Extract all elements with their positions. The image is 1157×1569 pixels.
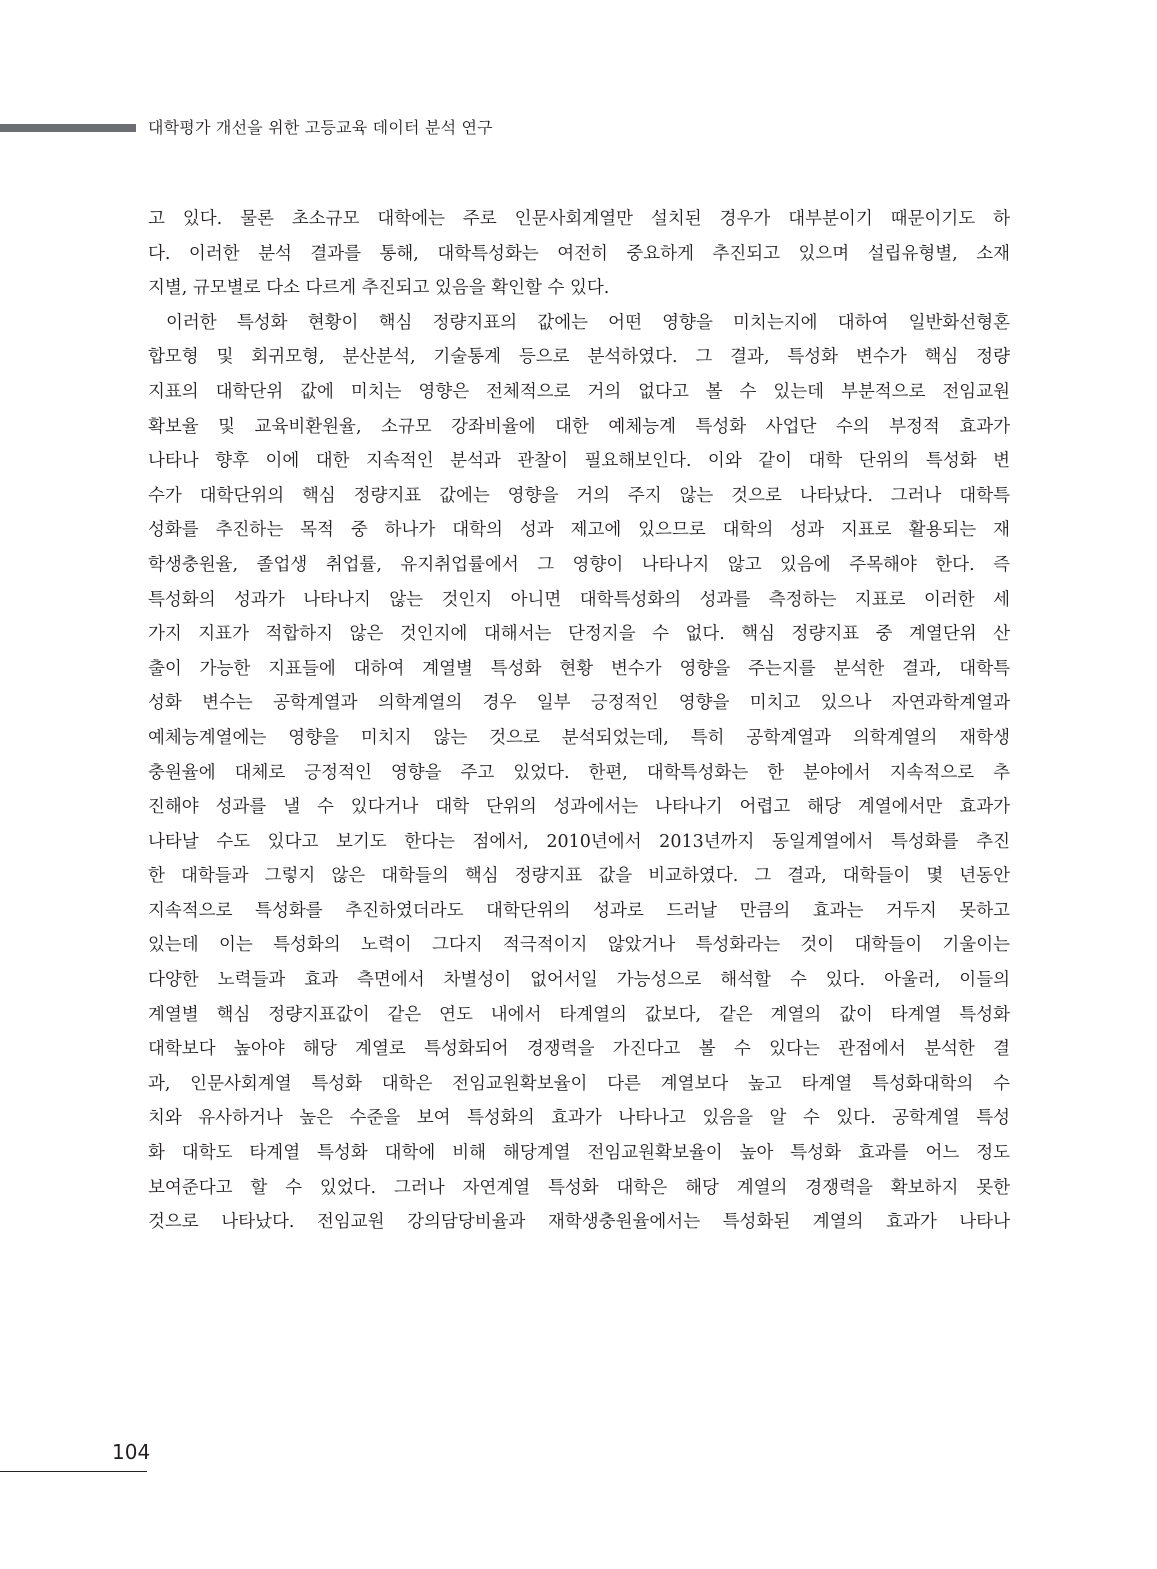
text-line: 한 대학들과 그렇지 않은 대학들의 핵심 정량지표 값을 비교하였다. 그 결과, 대학들이 몇 년동안 — [148, 866, 1010, 887]
text-line: 다. 이러한 분석 결과를 통해, 대학특성화는 여전히 중요하게 추진되고 있으며 설립유형별, 소재 — [148, 243, 1010, 264]
text-line: 과, 인문사회계열 특성화 대학은 전임교원확보율이 다른 계열보다 높고 타계열 특성화대학의 수 — [148, 1073, 1010, 1094]
text-line: 나타날 수도 있다고 보기도 한다는 점에서, 2010년에서 2013년까지 동일계열에서 특성화를 추진 — [148, 831, 1010, 852]
text-line: 이러한 특성화 현황이 핵심 정량지표의 값에는 어떤 영향을 미치는지에 대하여 일반화선형혼 — [166, 312, 1010, 333]
text-line: 성화를 추진하는 목적 중 하나가 대학의 성과 제고에 있으므로 대학의 성과 지표로 활용되는 재 — [148, 520, 1010, 541]
text-line: 고 있다. 물론 초소규모 대학에는 주로 인문사회계열만 설치된 경우가 대부분이기 때문이기도 하 — [148, 209, 1010, 229]
paragraph — [148, 202, 1010, 306]
text-line: 지표의 대학단위 값에 미치는 영향은 전체적으로 거의 없다고 볼 수 있는데 부분적으로 전임교원 — [148, 381, 1010, 402]
text-line: 지속적으로 특성화를 추진하였더라도 대학단위의 성과로 드러날 만큼의 효과는 거두지 못하고 — [148, 900, 1010, 921]
text-line: 지별, 규모별로 다소 다르게 추진되고 있음을 확인할 수 있다. — [148, 278, 610, 299]
text-line: 학생충원율, 졸업생 취업률, 유지취업률에서 그 영향이 나타나지 않고 있음에 주목해야 한다. 즉 — [148, 554, 1010, 575]
text-line: 계열별 핵심 정량지표값이 같은 연도 내에서 타계열의 값보다, 같은 계열의 값이 타계열 특성화 — [148, 1004, 1010, 1025]
text-line: 것으로 나타났다. 전임교원 강의담당비율과 재학생충원율에서는 특성화된 계열의 효과가 나타나 — [148, 1212, 1010, 1233]
text-line: 치와 유사하거나 높은 수준을 보여 특성화의 효과가 나타나고 있음을 알 수 있다. 공학계열 특성 — [148, 1108, 1010, 1129]
text-line: 화 대학도 타계열 특성화 대학에 비해 해당계열 전임교원확보율이 높아 특성화 효과를 어느 정도 — [148, 1143, 1010, 1164]
text-line: 성화 변수는 공학계열과 의학계열의 경우 일부 긍정적인 영향을 미치고 있으나 자연과학계열과 — [148, 693, 1010, 714]
paragraph — [148, 306, 1010, 1240]
text-line: 진해야 성과를 낼 수 있다거나 대학 단위의 성과에서는 나타나기 어렵고 해당 계열에서만 효과가 — [148, 797, 1010, 818]
text-line: 충원율에 대체로 긍정적인 영향을 주고 있었다. 한편, 대학특성화는 한 분야에서 지속적으로 추 — [148, 762, 1010, 783]
text-line: 특성화의 성과가 나타나지 않는 것인지 아니면 대학특성화의 성과를 측정하는 지표로 이러한 세 — [148, 589, 1010, 610]
text-line: 가지 지표가 적합하지 않은 것인지에 대해서는 단정지을 수 없다. 핵심 정량지표 중 계열단위 산 — [148, 624, 1010, 645]
header-accent-bar — [0, 124, 136, 132]
text-line: 수가 대학단위의 핵심 정량지표 값에는 영향을 거의 주지 않는 것으로 나타났다. 그러나 대학특 — [148, 485, 1010, 506]
text-line: 있는데 이는 특성화의 노력이 그다지 적극적이지 않았거나 특성화라는 것이 대학들이 기울이는 — [148, 935, 1010, 956]
text-line: 보여준다고 할 수 있었다. 그러나 자연계열 특성화 대학은 해당 계열의 경쟁력을 확보하지 못한 — [148, 1177, 1010, 1198]
text-line: 확보율 및 교육비환원율, 소규모 강좌비율에 대한 예체능계 특성화 사업단 수의 부정적 효과가 — [148, 416, 1010, 437]
text-line: 대학보다 높아야 해당 계열로 특성화되어 경쟁력을 가진다고 볼 수 있다는 관점에서 분석한 결 — [148, 1039, 1010, 1060]
text-line: 합모형 및 회귀모형, 분산분석, 기술통계 등으로 분석하였다. 그 결과, 특성화 변수가 핵심 정량 — [148, 347, 1010, 368]
body-text — [148, 202, 1010, 1240]
page-number: 104 — [112, 1440, 151, 1464]
text-line: 나타나 향후 이에 대한 지속적인 분석과 관찰이 필요해보인다. 이와 같이 대학 단위의 특성화 변 — [148, 451, 1011, 472]
footer-rule — [0, 1471, 147, 1472]
running-title: 대학평가 개선을 위한 고등교육 데이터 분석 연구 — [148, 118, 493, 137]
text-line: 출이 가능한 지표들에 대하여 계열별 특성화 현황 변수가 영향을 주는지를 분석한 결과, 대학특 — [148, 658, 1010, 679]
text-line: 예체능계열에는 영향을 미치지 않는 것으로 분석되었는데, 특히 공학계열과 의학계열의 재학생 — [148, 727, 1010, 748]
text-line: 다양한 노력들과 효과 측면에서 차별성이 없어서일 가능성으로 해석할 수 있다. 아울러, 이들의 — [148, 970, 1010, 991]
